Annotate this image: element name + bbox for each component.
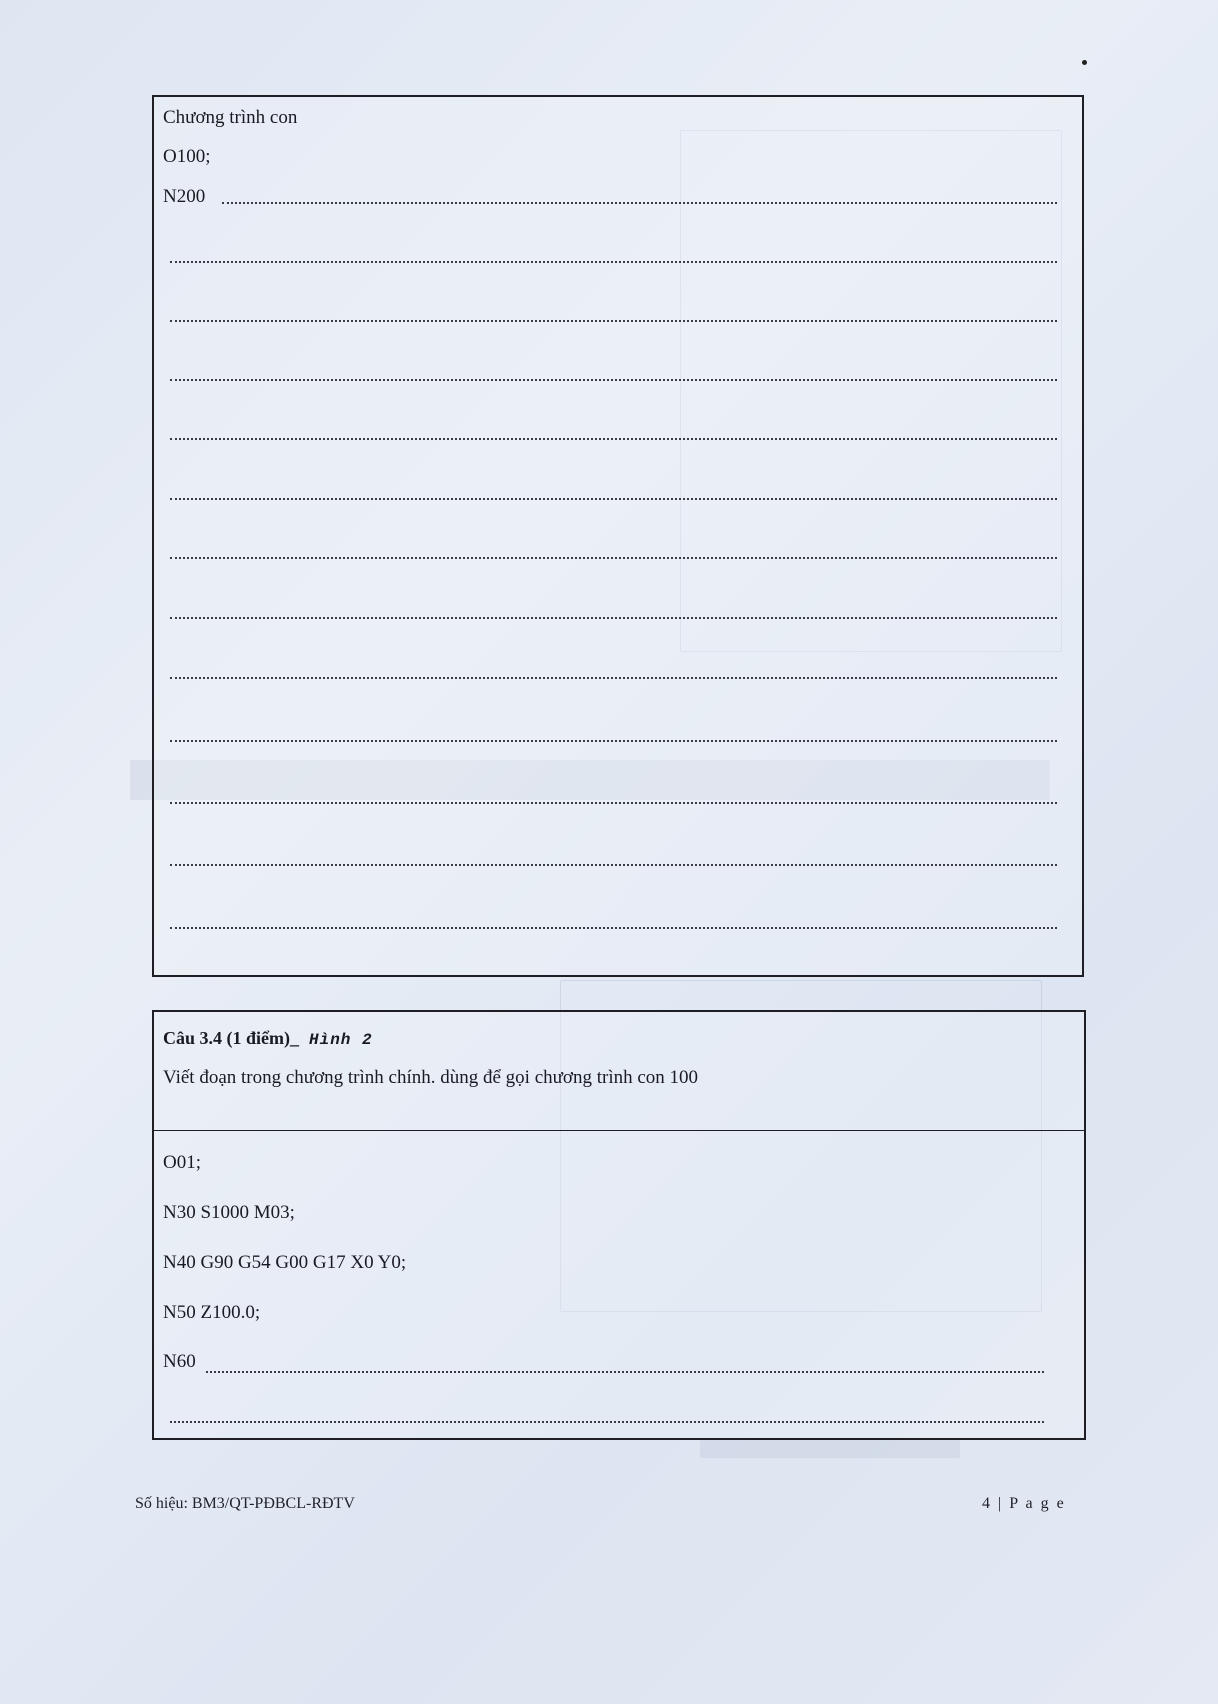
page-number: 4 | P a g e	[982, 1495, 1066, 1512]
question-divider	[154, 1130, 1084, 1131]
subroutine-program-number: O100;	[163, 146, 211, 167]
answer-line[interactable]	[170, 677, 1057, 679]
answer-line[interactable]	[170, 617, 1057, 619]
subroutine-heading: Chương trình con	[163, 107, 298, 128]
question-prompt: Viết đoạn trong chương trình chính. dùng để gọi chương trình con 100	[163, 1067, 699, 1088]
answer-line[interactable]	[170, 261, 1057, 263]
subroutine-first-block: N200	[163, 186, 206, 207]
answer-line[interactable]	[170, 927, 1057, 929]
answer-line[interactable]	[170, 438, 1057, 440]
code-line: N40 G90 G54 G00 G17 X0 Y0;	[163, 1252, 407, 1273]
document-id: Số hiệu: BM3/QT-PĐBCL-RĐTV	[135, 1495, 355, 1512]
answer-line[interactable]	[222, 202, 1057, 204]
answer-line[interactable]	[170, 557, 1057, 559]
answer-line[interactable]	[170, 802, 1057, 804]
scan-speck	[1082, 60, 1087, 65]
question-title-row	[163, 1026, 373, 1052]
subroutine-answer-box	[152, 95, 1084, 977]
answer-line[interactable]	[170, 320, 1057, 322]
code-line: O01;	[163, 1152, 201, 1173]
answer-line[interactable]	[170, 1421, 1044, 1423]
figure-reference: Hình 2	[309, 1031, 373, 1049]
code-next-block: N60	[163, 1351, 196, 1372]
bleed-through-text	[700, 1440, 960, 1458]
answer-line[interactable]	[170, 379, 1057, 381]
answer-line[interactable]	[170, 740, 1057, 742]
answer-line[interactable]	[170, 864, 1057, 866]
code-line: N50 Z100.0;	[163, 1302, 261, 1323]
question-title: Câu 3.4 (1 điểm)_	[163, 1028, 299, 1048]
answer-line[interactable]	[170, 498, 1057, 500]
code-line: N30 S1000 M03;	[163, 1202, 295, 1223]
answer-line[interactable]	[206, 1371, 1044, 1373]
